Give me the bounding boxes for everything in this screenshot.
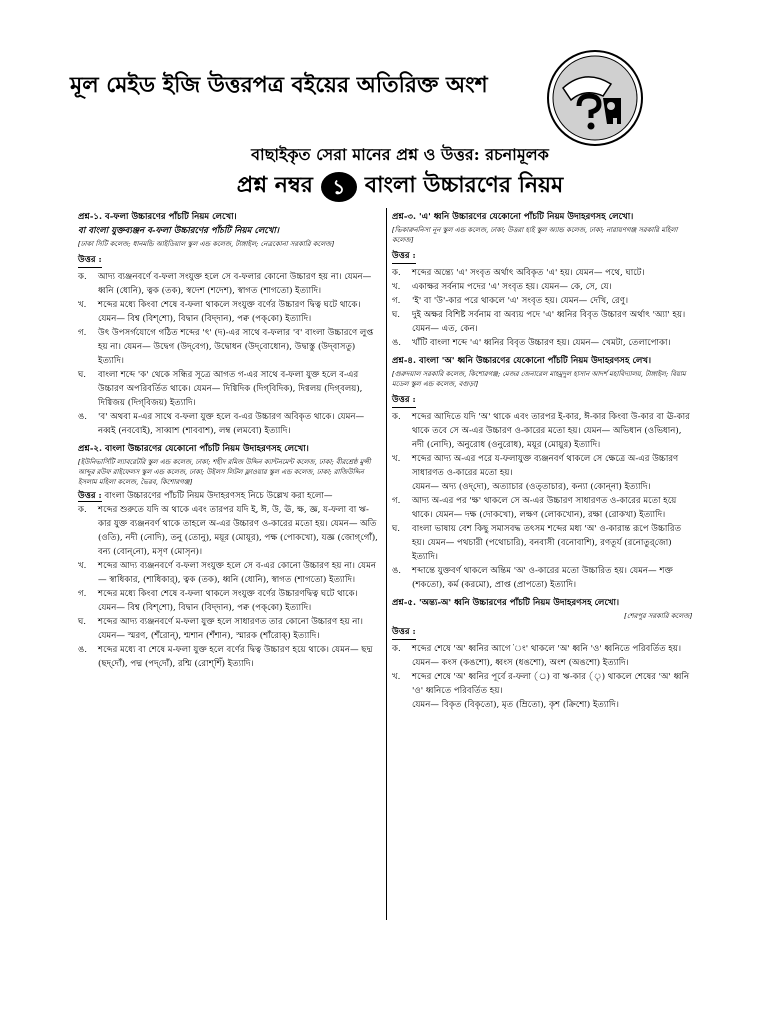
chapter-title: বাংলা উচ্চারণের নিয়ম [364, 172, 564, 198]
list-item [392, 280, 692, 294]
list-item [78, 326, 378, 368]
item-marker: ঘ. [78, 617, 87, 627]
item-text: শব্দের মধ্যে কিংবা শেষে ব-ফলা থাকলে সংযুক্ত বর্ণের উচ্চারণদ্বিত্ব ঘটে থাকে। যেমন— বিশ্ব (বিশ্‌শো), বিদ্বান (বিদ্‌দান), পক্ব (পক্‌কো) ইত্যাদি। [98, 589, 358, 613]
left-column [78, 210, 378, 671]
item-marker: ঙ. [392, 566, 402, 576]
item-text: বাংলা শব্দে 'ক' থেকে সন্ধির সূত্রে আগত গ-এর সাথে ব-ফলা যুক্ত হলে ব-এর উচ্চারণ অপরিবর্তিত থাকে। যেমন— দিগ্বিদিক (দিগ্‌বিদিক), দিগ্বলয় (দিগ্‌বলয়), দিগ্বিজয় (দিগ্‌বিজয়) ইত্যাদি। [98, 370, 363, 408]
list-item [392, 308, 692, 336]
list-item [392, 452, 692, 480]
item-text: একাক্ষর সর্বনাম পদের 'এ' সংবৃত হয়। যেমন— কে, সে, যে। [412, 282, 612, 292]
item-marker: ঙ. [78, 412, 88, 422]
question-4-heading: প্রশ্ন-৪. বাংলা 'অ' ধ্বনি উচ্চারণের যেকোনো পাঁচটি নিয়ম উদাহরণসহ লেখ। [392, 356, 652, 366]
item-text: আদ্য ব্যঞ্জনবর্ণে ব-ফলা সংযুক্ত হলে সে ব-ফলার কোনো উচ্চারণ হয় না। যেমন— ধ্বনি (ধোনি), ত্বক (তক), স্বদেশ (শদেশ), স্বাগত (শাগতো) ইত্যাদি। [98, 272, 372, 296]
item-marker: খ. [392, 672, 401, 682]
list-item [78, 368, 378, 410]
item-text: শব্দের আদ্য ব্যঞ্জনবর্ণে ব-ফলা সংযুক্ত হলে সে ব-এর কোনো উচ্চারণ হয় না। যেমন— স্বাধিকার, (শাধিকার্‌), ত্বক (তক), ধ্বনি (ধোনি), স্বাগত (শাগতো) ইত্যাদি। [98, 561, 376, 585]
question-2-heading: প্রশ্ন-২. বাংলা উচ্চারণের যেকোনো পাঁচটি নিয়ম উদাহরণসহ লেখো। [78, 444, 309, 454]
item-marker: ক. [392, 644, 401, 654]
item-marker: ঘ. [392, 524, 401, 534]
list-item [392, 336, 692, 350]
answer-intro-row [78, 489, 378, 503]
item-example: যেমন— অদ্য (ওদ্‌দো), অত্যাচার (ওত্‌তাচার), কন্যা (কোন্‌না) ইত্যাদি। [412, 482, 651, 492]
list-item [392, 642, 692, 670]
item-marker: ক. [78, 505, 87, 515]
item-text: শব্দের আদিতে যদি 'অ' থাকে এবং তারপর ই-কার, ঈ-কার কিংবা উ-কার বা ঊ-কার থাকে তবে সে অ-এর উচ্চারণ ও-কারের মতো হয়। যেমন— অভিধান (ওভিধান), নদী (নোদি), অনুরোধ (ওনুরোধ), ময়ূর (মোয়ুর) ইত্যাদি। [412, 412, 690, 450]
chapter-number-badge: ১ [321, 172, 357, 202]
answer-label: উত্তর : [392, 625, 416, 640]
item-text: 'ব' অথবা ম-এর সাথে ব-ফলা যুক্ত হলে ব-এর উচ্চারণ অবিকৃত থাকে। যেমন— নব্বই (নববোই), সাব্বাশ (শাববাশ), লম্ব (লমবো) ইত্যাদি। [98, 412, 365, 436]
question-2-source: [ইউনিভার্সিটি ল্যাবরেটরি স্কুল এন্ড কলেজ, ঢাকা; শহীদ রমিজ উদ্দিন ক্যান্টনমেন্ট কলেজ, ঢাকা; বীরশ্রেষ্ঠ মুন্সী আব্দুর রউফ রাইফেলস স্কুল এন্ড কলেজ, ঢাকা; উইলস লিটল ফ্লাওয়ার স্কুল এন্ড কলেজ, ঢাকা; রাজিউদ্দিন ইসলাম মহিলা কলেজ, ভৈরব, কিশোরগঞ্জ] [78, 458, 371, 486]
item-text: শব্দের শুরুতে যদি অ থাকে এবং তারপর যদি ই, ঈ, উ, ঊ, ক্ষ, জ্ঞ, য-ফলা বা ঋ-কার যুক্ত ব্যঞ্জনবর্ণ থাকে তাহলে অ-এর উচ্চারণ ও-কারের মতো হয়। যেমন— অতি (ওতি), নদী (নোদি), তনু (তোনু), ময়ূর (মোয়ূর), পক্ষ (পোকখো), যজ্ঞ (জোগ্‌গোঁ), বন্য (বোন্‌নো), মসৃণ (মোসৃন)। [98, 505, 378, 557]
item-text: শব্দের অন্ত্যে 'এ' সংবৃত অর্থাৎ অবিকৃত 'এ' হয়। যেমন— পথে, ঘাটে। [412, 268, 645, 278]
item-text: শব্দের শেষে 'অ' ধ্বনির পূর্বে র-ফলা (্র) বা ঋ-কার (ৃ) থাকলে শেষের 'অ' ধ্বনি 'ও' ধ্বনিতে পরিবর্তিত হয়। [412, 672, 690, 696]
right-column [392, 210, 692, 712]
item-marker: ঘ. [392, 310, 401, 320]
question-1-heading: প্রশ্ন-১. ব-ফলা উচ্চারণের পাঁচটি নিয়ম লেখো। [78, 212, 237, 222]
item-text: খাঁটি বাংলা শব্দে 'এ' ধ্বনির বিবৃত উচ্চারণ হয়। যেমন— খেমটা, তেলাপোকা। [412, 338, 671, 348]
item-text: দুই অক্ষর বিশিষ্ট সর্বনাম বা অব্যয় পদে 'এ' ধ্বনির বিবৃত উচ্চারণ অর্থাৎ 'অ্যা' হয়। যেমন— এত, কেন। [412, 310, 686, 334]
list-item [78, 503, 378, 559]
item-marker: খ. [392, 454, 401, 464]
list-item [78, 643, 378, 671]
item-marker: গ. [78, 589, 87, 599]
item-text: শব্দের মধ্যে কিংবা শেষে ব-ফলা থাকলে সংযুক্ত বর্ণের উচ্চারণ দ্বিত্ব ঘটে থাকে। যেমন— বিশ্ব (বিশ্‌শো), বিদ্বান (বিদ্‌দান), পক্ব (পক্‌কো) ইত্যাদি। [98, 300, 361, 324]
answer-intro: বাংলা উচ্চারণের পাঁচটি নিয়ম উদাহরণসহ নিচে উল্লেখ করা হলো— [104, 491, 333, 501]
item-text: 'ই' বা 'উ'-কার পরে থাকলে 'এ' সংবৃত হয়। যেমন— দেখি, রেণু। [412, 296, 629, 306]
question-1-alt-heading: বা বাংলা যুক্তব্যঞ্জন ব-ফলা উচ্চারণের পাঁচটি নিয়ম লেখো। [78, 226, 279, 236]
question-4-source: [গুরুদয়াল সরকারি কলেজ, কিশোরগঞ্জ; মেজর জেনারেল মাহমুদুল হাসান আদর্শ মহাবিদ্যালয়, টাঙ্গাইল; বিয়াম মডেল স্কুল এন্ড কলেজ, বগুড়া] [392, 370, 686, 388]
item-text: শব্দের শেষে 'অ' ধ্বনির আগে 'ং' থাকলে 'অ' ধ্বনি 'ও' ধ্বনিতে পরিবর্তিত হয়। যেমন— কংস (কঙশো), ধ্বংস (ধঙশো), অংশ (অঙশো) ইত্যাদি। [412, 644, 682, 668]
list-item [392, 494, 692, 522]
answer-label: উত্তর : [392, 393, 416, 408]
item-marker: খ. [78, 300, 87, 310]
item-marker: ক. [78, 272, 87, 282]
item-text: উৎ উপসর্গযোগে গঠিত শব্দের 'ৎ' (দ)-এর সাথে ব-ফলার 'ব' বাংলা উচ্চারণে লুপ্ত হয় না। যেমন— উদ্বেগ (উদ্‌বেগ), উদ্বোধন (উদ্‌বোধোন), উদ্বাস্তু (উদ্‌বাসতু) ইত্যাদি। [98, 328, 374, 366]
item-marker: গ. [78, 328, 87, 338]
item-marker: ঙ. [78, 645, 88, 655]
publisher-logo-icon [545, 48, 645, 148]
item-marker: গ. [392, 296, 401, 306]
list-item [78, 298, 378, 326]
answer-label: উত্তর : [78, 253, 102, 268]
item-text: শব্দের আদ্য ব্যঞ্জনবর্ণে ম-ফলা যুক্ত হলে সাধারণত তার কোনো উচ্চারণ হয় না। যেমন— স্মরণ, (শঁরোন্‌), শ্মশান (শঁশান), স্মারক (শাঁরোক্‌) ইত্যাদি। [98, 617, 363, 641]
list-item [392, 410, 692, 452]
item-marker: গ. [392, 496, 401, 506]
answer-label: উত্তর : [392, 249, 416, 264]
item-marker: খ. [78, 561, 87, 571]
item-marker: ঙ. [392, 338, 402, 348]
item-text: শব্দের মধ্যে বা শেষে ম-ফলা যুক্ত হলে বর্ণের দ্বিত্ব উচ্চারণ হয়ে থাকে। যেমন— ছদ্ম (ছদ্‌দোঁ), পদ্ম (পদ্‌দোঁ), রশ্মি (রোশ্‌শিঁ) ইত্যাদি। [98, 645, 373, 669]
list-item [392, 522, 692, 564]
item-marker: ক. [392, 412, 401, 422]
list-item [78, 587, 378, 615]
list-item [392, 266, 692, 280]
item-marker: খ. [392, 282, 401, 292]
question-3-heading: প্রশ্ন-৩. 'এ' ধ্বনি উচ্চারণের যেকোনো পাঁচটি নিয়ম উদাহরণসহ লেখো। [392, 212, 634, 222]
list-item [78, 270, 378, 298]
list-item [78, 615, 378, 643]
item-text: আদ্য অ-এর পর 'ক্ষ' থাকলে সে অ-এর উচ্চারণ সাধারণত ও-কারের মতো হয়ে থাকে। যেমন— দক্ষ (দোকখো), লক্ষণ (লোকখোন), রক্ষা (রোকখা) ইত্যাদি। [412, 496, 677, 520]
item-marker: ক. [392, 268, 401, 278]
item-text: বাংলা ভাষায় বেশ কিছু সমাসবদ্ধ তৎসম শব্দের মধ্য 'অ' ও-কারান্ত রূপে উচ্চারিত হয়। যেমন— পথচারী (পথোচারি), বনবাসী (বনোবাশি), রণতূর্য (রনোতুর্‌জো) ইত্যাদি। [412, 524, 682, 562]
item-marker: ঘ. [78, 370, 87, 380]
item-example: যেমন— বিকৃত (বিকৃতো), মৃত (ম্রিতো), কৃশ (ক্রিশো) ইত্যাদি। [412, 700, 619, 710]
question-5-heading: প্রশ্ন-৫. 'অন্ত্য-অ' ধ্বনি উচ্চারণের পাঁচটি নিয়ম উদাহরণসহ লেখো। [392, 598, 620, 608]
list-item [392, 294, 692, 308]
list-item [392, 564, 692, 592]
item-text: শব্দান্তে যুক্তবর্ণ থাকলে অন্তিম 'অ' ও-কারের মতো উচ্চারিত হয়। যেমন— শক্ত (শকতো), কর্ম (করমো), প্রাপ্ত (প্রাপতো) ইত্যাদি। [412, 566, 673, 590]
list-item [392, 670, 692, 698]
list-item [78, 410, 378, 438]
chapter-heading [150, 168, 650, 205]
answer-label: উত্তর : [78, 491, 102, 501]
subtitle: বাছাইকৃত সেরা মানের প্রশ্ন ও উত্তর: রচনামূলক [251, 145, 549, 164]
item-text: শব্দের আদ্য অ-এর পরে য-ফলাযুক্ত ব্যঞ্জনবর্ণ থাকলে সে ক্ষেত্রে অ-এর উচ্চারণ সাধারণত ও-কারের মতো হয়। [412, 454, 679, 478]
list-item [78, 559, 378, 587]
question-1-source: [ঢাকা সিটি কলেজ; ধানমন্ডি আইডিয়াল স্কুল এন্ড কলেজ, টাঙ্গাইল; নেত্রকোনা সরকারি কলেজ] [78, 240, 335, 248]
question-5-source: [শেরপুর সরকারি কলেজ] [624, 612, 692, 620]
chapter-prefix: প্রশ্ন নম্বর [236, 172, 313, 198]
question-3-source: [ভিকারুননিসা নূন স্কুল এন্ড কলেজ, ঢাকা; উত্তরা হাই স্কুল অ্যান্ড কলেজ, ঢাকা; নারায়ণগঞ্জ সরকারি মহিলা কলেজ] [392, 226, 678, 244]
book-title: মূল মেইড ইজি উত্তরপত্র বইয়ের অতিরিক্ত অংশ [70, 72, 488, 98]
column-divider [386, 208, 387, 920]
